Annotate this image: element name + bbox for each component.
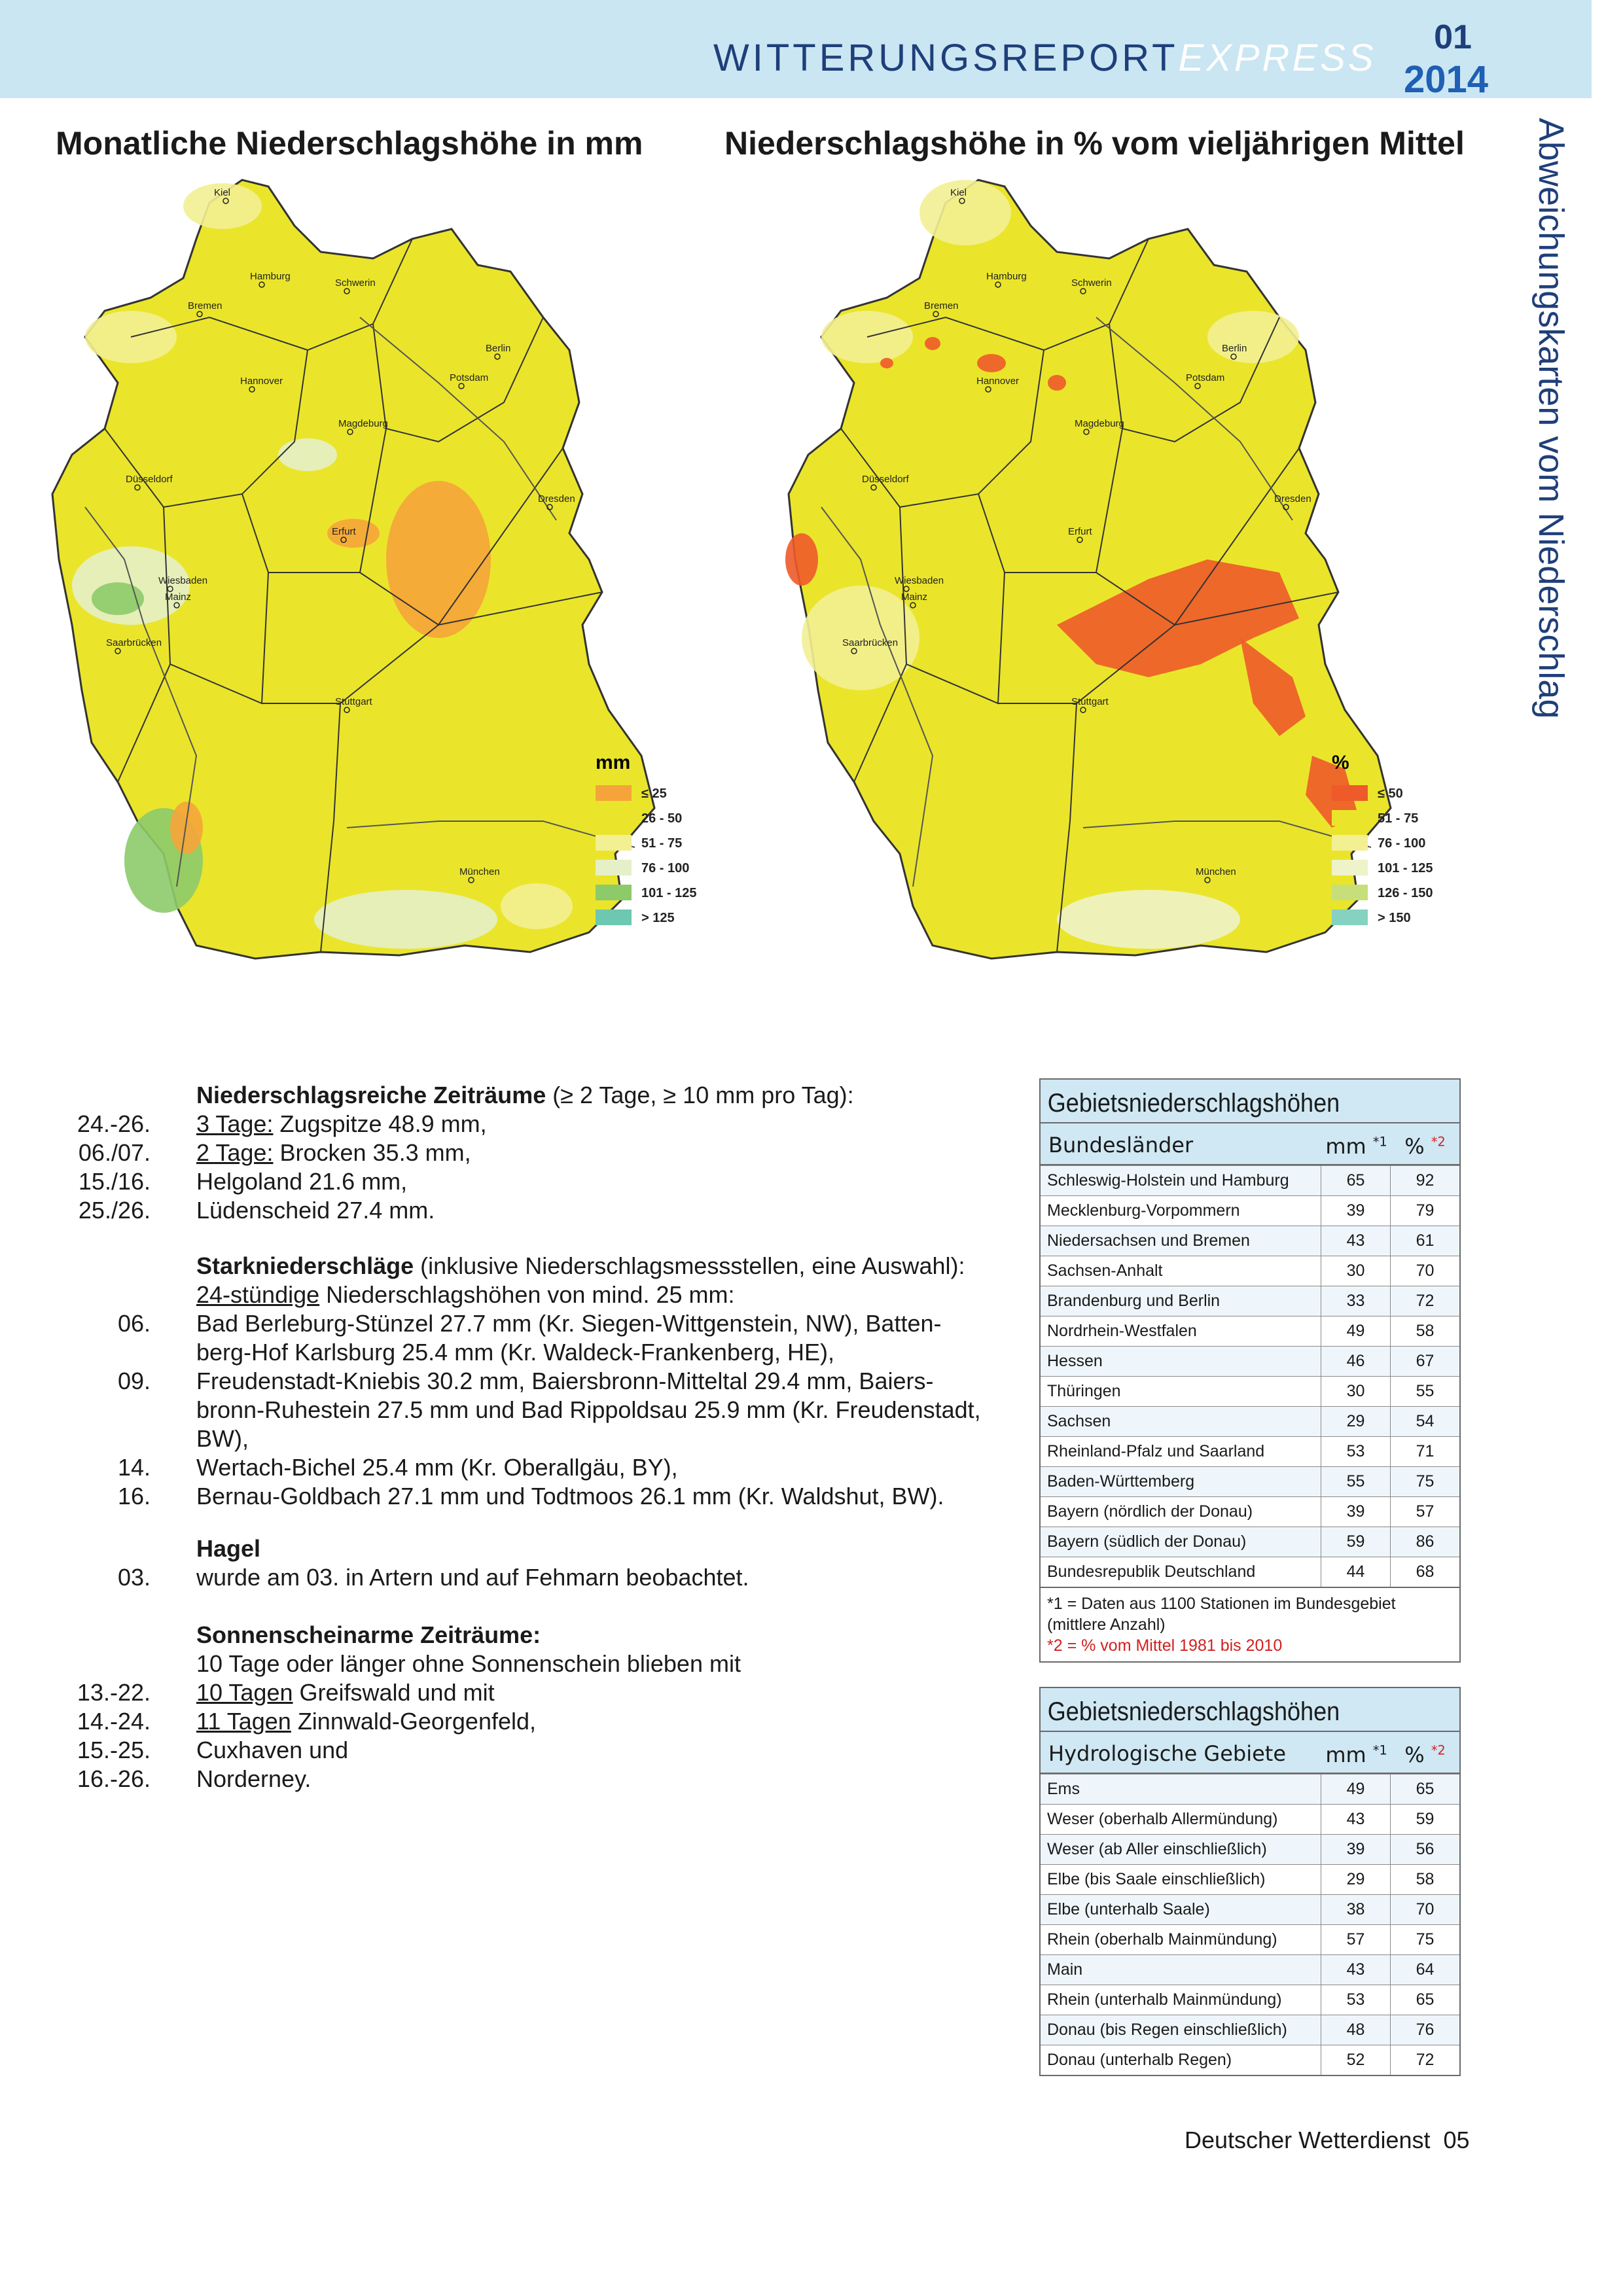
city-label: Potsdam (1186, 372, 1225, 383)
city-label: Mainz (165, 592, 192, 603)
hail-date: 03. (117, 1564, 151, 1591)
column-header-regions: Hydrologische Gebiete (1048, 1741, 1287, 1766)
city-label: Magdeburg (338, 418, 388, 429)
legend-swatch (596, 860, 632, 875)
table-states-title: Gebietsniederschlagshöhen (1047, 1089, 1340, 1118)
table-hydro-title: Gebietsniederschlagshöhen (1047, 1697, 1340, 1726)
cell-name: Elbe (bis Saale einschließlich) (1047, 1870, 1266, 1888)
dated-row (13, 1736, 536, 1765)
table-row (1041, 2045, 1459, 2075)
row-text: 2 Tage: Brocken 35.3 mm, (196, 1139, 471, 1166)
legend-swatch (596, 885, 632, 900)
left-map-title: Monatliche Niederschlagshöhe in mm (56, 125, 643, 162)
row-date: 13.-22. (77, 1679, 151, 1706)
cell-percent: 92 (1390, 1166, 1459, 1195)
cell-percent: 67 (1390, 1347, 1459, 1376)
footnote-2: *2 = % vom Mittel 1981 bis 2010 (1047, 1636, 1283, 1655)
row-date: 25./26. (78, 1197, 151, 1224)
city-label: Saarbrücken (106, 637, 162, 648)
row-text: 3 Tage: Zugspitze 48.9 mm, (196, 1110, 487, 1137)
dated-row (13, 1139, 487, 1167)
cell-name: Bayern (südlich der Donau) (1047, 1532, 1247, 1551)
section-heading-low-sun: Sonnenscheinarme Zeiträume: (196, 1621, 541, 1648)
city-label: Kiel (950, 187, 967, 198)
row-date (13, 1424, 151, 1453)
precipitation-percent-map (782, 167, 1450, 1017)
column-header-percent: % $^{*2}$ (1404, 1134, 1446, 1159)
city-label: Schwerin (1071, 277, 1112, 289)
cell-percent: 58 (1390, 1316, 1459, 1346)
legend-label: 26 - 50 (641, 811, 683, 826)
cell-name: Weser (ab Aller einschließlich) (1047, 1840, 1267, 1858)
dated-row (13, 1453, 981, 1482)
germany-outline (789, 180, 1391, 959)
cell-name: Donau (unterhalb Regen) (1047, 2051, 1232, 2069)
city-label: Hannover (240, 376, 283, 387)
cell-percent: 68 (1390, 1557, 1459, 1587)
table-row (1041, 1804, 1459, 1834)
legend-unit: mm (596, 752, 631, 773)
cell-percent: 58 (1390, 1865, 1459, 1894)
cell-name: Ems (1047, 1780, 1080, 1798)
legend-swatch (596, 810, 632, 826)
table-hydro-header (1041, 1688, 1459, 1774)
cell-mm: 53 (1321, 1437, 1390, 1466)
table-row (1041, 1924, 1459, 1954)
cell-percent: 59 (1390, 1805, 1459, 1834)
table-row (1041, 1527, 1459, 1557)
legend-label: 51 - 75 (641, 836, 683, 851)
city-label: Erfurt (1068, 526, 1092, 537)
table-states-body (1041, 1165, 1459, 1587)
cell-mm: 30 (1321, 1377, 1390, 1406)
report-title: WITTERUNGSREPORTEXPRESS (713, 37, 1376, 79)
legend-label: 101 - 125 (641, 886, 697, 900)
cell-name: Donau (bis Regen einschließlich) (1047, 2021, 1287, 2039)
dated-row (13, 1765, 536, 1793)
cell-percent: 64 (1390, 1955, 1459, 1985)
legend-label: ≤ 25 (641, 786, 667, 801)
row-date (13, 1396, 151, 1424)
side-title: Abweichungskarten vom Niederschlag (1531, 118, 1571, 719)
issue-year: 2014 (1404, 58, 1489, 101)
table-row (1041, 1195, 1459, 1226)
hail-row (13, 1563, 749, 1592)
city-label: Saarbrücken (842, 637, 899, 648)
footer-publisher: Deutscher Wetterdienst (1185, 2127, 1431, 2153)
precipitation-mm-map (46, 167, 713, 1017)
section-heading-heavy-rain: Starkniederschläge (inklusive Niederschlagsmessstellen, eine Auswahl): (196, 1252, 965, 1279)
cell-percent: 75 (1390, 1925, 1459, 1954)
city-label: Magdeburg (1075, 418, 1124, 429)
city-label: Potsdam (450, 372, 489, 383)
cell-mm: 30 (1321, 1256, 1390, 1286)
legend-swatch (596, 910, 632, 925)
row-text: Helgoland 21.6 mm, (196, 1168, 408, 1195)
cell-mm: 39 (1321, 1196, 1390, 1226)
table-states (1039, 1078, 1461, 1663)
legend-label: > 150 (1378, 911, 1411, 925)
cell-name: Nordrhein-Westfalen (1047, 1322, 1197, 1340)
cell-mm: 52 (1321, 2045, 1390, 2075)
table-hydro (1039, 1687, 1461, 2076)
legend-swatch (596, 835, 632, 851)
table-row (1041, 1774, 1459, 1804)
table-row (1041, 1864, 1459, 1894)
footnote-1: *1 = Daten aus 1100 Stationen im Bundesgebiet (mittlere Anzahl) (1047, 1595, 1396, 1634)
cell-name: Mecklenburg-Vorpommern (1047, 1201, 1240, 1220)
heavy-rain-subheading: 24-stündige Niederschlagshöhen von mind. 25 mm: (196, 1281, 735, 1308)
city-label: München (459, 866, 500, 877)
cell-percent: 56 (1390, 1835, 1459, 1864)
low-sun-list (13, 1678, 536, 1793)
row-text: Norderney. (196, 1765, 312, 1792)
cell-percent: 76 (1390, 2015, 1459, 2045)
table-states-header (1041, 1080, 1459, 1165)
row-text: Bernau-Goldbach 27.1 mm und Todtmoos 26.1 mm (Kr. Waldshut, BW). (196, 1483, 944, 1510)
row-text: bronn-Ruhestein 27.5 mm und Bad Rippoldsau 25.9 mm (Kr. Freudenstadt, (196, 1396, 981, 1423)
city-label: Schwerin (335, 277, 376, 289)
cell-mm: 29 (1321, 1407, 1390, 1436)
city-label: Stuttgart (1071, 696, 1109, 707)
table-row (1041, 1496, 1459, 1527)
legend-swatch (1332, 785, 1368, 801)
cell-mm: 55 (1321, 1467, 1390, 1496)
row-text: Wertach-Bichel 25.4 mm (Kr. Oberallgäu, BY), (196, 1454, 678, 1481)
row-text: BW), (196, 1425, 249, 1452)
cell-name: Bayern (nördlich der Donau) (1047, 1502, 1253, 1521)
legend-label: ≤ 50 (1378, 786, 1403, 801)
dated-row (13, 1309, 981, 1338)
legend-swatch (1332, 860, 1368, 875)
dated-row (13, 1482, 981, 1511)
cell-name: Sachsen (1047, 1412, 1111, 1430)
table-row (1041, 2015, 1459, 2045)
row-date: 09. (117, 1368, 151, 1394)
row-date: 15.-25. (77, 1737, 151, 1763)
city-label: Kiel (214, 187, 231, 198)
cell-mm: 39 (1321, 1835, 1390, 1864)
table-row (1041, 1256, 1459, 1286)
legend-label: 126 - 150 (1378, 886, 1433, 900)
cell-mm: 39 (1321, 1497, 1390, 1527)
city-label: München (1196, 866, 1236, 877)
row-text: 11 Tagen Zinnwald-Georgenfeld, (196, 1708, 537, 1735)
cell-percent: 61 (1390, 1226, 1459, 1256)
row-text: Lüdenscheid 27.4 mm. (196, 1197, 435, 1224)
dated-row (13, 1110, 487, 1139)
legend-label: 51 - 75 (1378, 811, 1419, 826)
cell-percent: 75 (1390, 1467, 1459, 1496)
row-date: 15./16. (78, 1168, 151, 1195)
heavy-rain-list (13, 1309, 981, 1511)
table-row (1041, 1346, 1459, 1376)
row-date: 16. (117, 1483, 151, 1510)
table-row (1041, 1985, 1459, 2015)
cell-name: Niedersachsen und Bremen (1047, 1231, 1250, 1250)
row-date: 14. (117, 1454, 151, 1481)
dated-row (13, 1396, 981, 1424)
city-label: Bremen (924, 300, 959, 311)
row-text: berg-Hof Karlsburg 25.4 mm (Kr. Waldeck-Frankenberg, HE), (196, 1339, 835, 1366)
table-row (1041, 1376, 1459, 1406)
right-map-title: Niederschlagshöhe in % vom vieljährigen Mittel (724, 125, 1465, 162)
row-text: Freudenstadt-Kniebis 30.2 mm, Baiersbronn-Mitteltal 29.4 mm, Baiers- (196, 1368, 934, 1394)
legend-label: 76 - 100 (1378, 836, 1426, 851)
low-sun-intro: 10 Tage oder länger ohne Sonnenschein blieben mit (196, 1650, 741, 1677)
cell-percent: 71 (1390, 1437, 1459, 1466)
issue-number: 01 (1434, 18, 1472, 56)
dated-row (13, 1367, 981, 1396)
dated-row (13, 1424, 981, 1453)
table-row (1041, 1406, 1459, 1436)
city-label: Berlin (1222, 343, 1247, 354)
city-label: Hamburg (986, 271, 1027, 282)
row-text: 10 Tagen Greifswald und mit (196, 1679, 495, 1706)
cell-percent: 70 (1390, 1256, 1459, 1286)
column-header-percent: % $^{*2}$ (1404, 1742, 1446, 1767)
cell-mm: 65 (1321, 1166, 1390, 1195)
cell-name: Schleswig-Holstein und Hamburg (1047, 1171, 1289, 1190)
dated-row (13, 1167, 487, 1196)
city-label: Düsseldorf (862, 474, 909, 485)
cell-mm: 53 (1321, 1985, 1390, 2015)
city-label: Hannover (976, 376, 1020, 387)
cell-percent: 86 (1390, 1527, 1459, 1557)
table-states-column-headers (1041, 1122, 1459, 1164)
city-label: Wiesbaden (158, 575, 208, 586)
cell-name: Rhein (unterhalb Mainmündung) (1047, 1990, 1282, 2009)
cell-percent: 70 (1390, 1895, 1459, 1924)
cell-mm: 46 (1321, 1347, 1390, 1376)
cell-mm: 38 (1321, 1895, 1390, 1924)
legend-swatch (596, 785, 632, 801)
table-row (1041, 1834, 1459, 1864)
city-label: Dresden (538, 493, 575, 504)
dated-row (13, 1678, 536, 1707)
legend-swatch (1332, 835, 1368, 851)
cell-percent: 65 (1390, 1775, 1459, 1804)
legend-unit: % (1332, 752, 1349, 773)
cell-name: Thüringen (1047, 1382, 1121, 1400)
cell-percent: 65 (1390, 1985, 1459, 2015)
cell-percent: 72 (1390, 2045, 1459, 2075)
city-label: Stuttgart (335, 696, 372, 707)
row-text: Cuxhaven und (196, 1737, 349, 1763)
cell-name: Rheinland-Pfalz und Saarland (1047, 1442, 1265, 1460)
row-date: 14.-24. (77, 1708, 151, 1735)
column-header-states: Bundesländer (1048, 1133, 1194, 1157)
page-number: 05 (1443, 2127, 1470, 2153)
row-date: 06. (117, 1310, 151, 1337)
legend-label: 101 - 125 (1378, 861, 1433, 875)
row-date: 16.-26. (77, 1765, 151, 1792)
cell-mm: 49 (1321, 1775, 1390, 1804)
city-label: Mainz (901, 592, 928, 603)
city-label: Wiesbaden (895, 575, 944, 586)
city-label: Düsseldorf (126, 474, 173, 485)
cell-mm: 48 (1321, 2015, 1390, 2045)
section-heading-rainy-periods: Niederschlagsreiche Zeiträume (≥ 2 Tage, ≥ 10 mm pro Tag): (196, 1082, 854, 1108)
cell-name: Weser (oberhalb Allermündung) (1047, 1810, 1278, 1828)
cell-name: Baden-Württemberg (1047, 1472, 1195, 1491)
row-text: Bad Berleburg-Stünzel 27.7 mm (Kr. Siegen-Wittgenstein, NW), Batten- (196, 1310, 942, 1337)
cell-percent: 79 (1390, 1196, 1459, 1226)
cell-name: Sachsen-Anhalt (1047, 1262, 1163, 1280)
cell-mm: 29 (1321, 1865, 1390, 1894)
table-row (1041, 1316, 1459, 1346)
rainy-periods-list (13, 1110, 487, 1225)
legend-swatch (1332, 910, 1368, 925)
legend-label: > 125 (641, 911, 675, 925)
city-label: Hamburg (250, 271, 291, 282)
cell-mm: 43 (1321, 1805, 1390, 1834)
report-title-express: EXPRESS (1178, 37, 1376, 79)
hail-text: wurde am 03. in Artern und auf Fehmarn beobachtet. (196, 1564, 749, 1591)
cell-name: Hessen (1047, 1352, 1103, 1370)
dated-row (13, 1196, 487, 1225)
row-date: 24.-26. (77, 1110, 151, 1137)
section-heading-hail: Hagel (196, 1535, 261, 1562)
column-header-mm: mm $^{*1}$ (1325, 1134, 1387, 1159)
cell-mm: 49 (1321, 1316, 1390, 1346)
city-label: Dresden (1274, 493, 1311, 504)
dated-row (13, 1707, 536, 1736)
city-label: Erfurt (332, 526, 356, 537)
city-label: Bremen (188, 300, 223, 311)
cell-mm: 57 (1321, 1925, 1390, 1954)
table-row (1041, 1954, 1459, 1985)
cell-percent: 55 (1390, 1377, 1459, 1406)
cell-mm: 59 (1321, 1527, 1390, 1557)
legend-label: 76 - 100 (641, 861, 690, 875)
cell-name: Bundesrepublik Deutschland (1047, 1563, 1256, 1581)
table-row (1041, 1226, 1459, 1256)
table-row (1041, 1436, 1459, 1466)
row-date: 06./07. (78, 1139, 151, 1166)
cell-mm: 33 (1321, 1286, 1390, 1316)
cell-percent: 57 (1390, 1497, 1459, 1527)
legend-swatch (1332, 885, 1368, 900)
cell-name: Elbe (unterhalb Saale) (1047, 1900, 1210, 1918)
legend-swatch (1332, 810, 1368, 826)
cell-percent: 72 (1390, 1286, 1459, 1316)
cell-name: Main (1047, 1960, 1083, 1979)
table-states-footnotes (1041, 1587, 1459, 1661)
city-label: Berlin (486, 343, 511, 354)
table-hydro-body (1041, 1774, 1459, 2075)
cell-mm: 43 (1321, 1955, 1390, 1985)
table-row (1041, 1466, 1459, 1496)
table-row (1041, 1894, 1459, 1924)
cell-name: Brandenburg und Berlin (1047, 1292, 1221, 1310)
table-hydro-column-headers (1041, 1731, 1459, 1773)
table-row (1041, 1286, 1459, 1316)
cell-percent: 54 (1390, 1407, 1459, 1436)
column-header-mm: mm $^{*1}$ (1325, 1742, 1387, 1767)
cell-mm: 44 (1321, 1557, 1390, 1587)
cell-name: Rhein (oberhalb Mainmündung) (1047, 1930, 1277, 1949)
cell-mm: 43 (1321, 1226, 1390, 1256)
table-row (1041, 1557, 1459, 1587)
page-footer (1185, 2127, 1470, 2154)
table-row (1041, 1165, 1459, 1195)
row-date (13, 1338, 151, 1367)
dated-row (13, 1338, 981, 1367)
